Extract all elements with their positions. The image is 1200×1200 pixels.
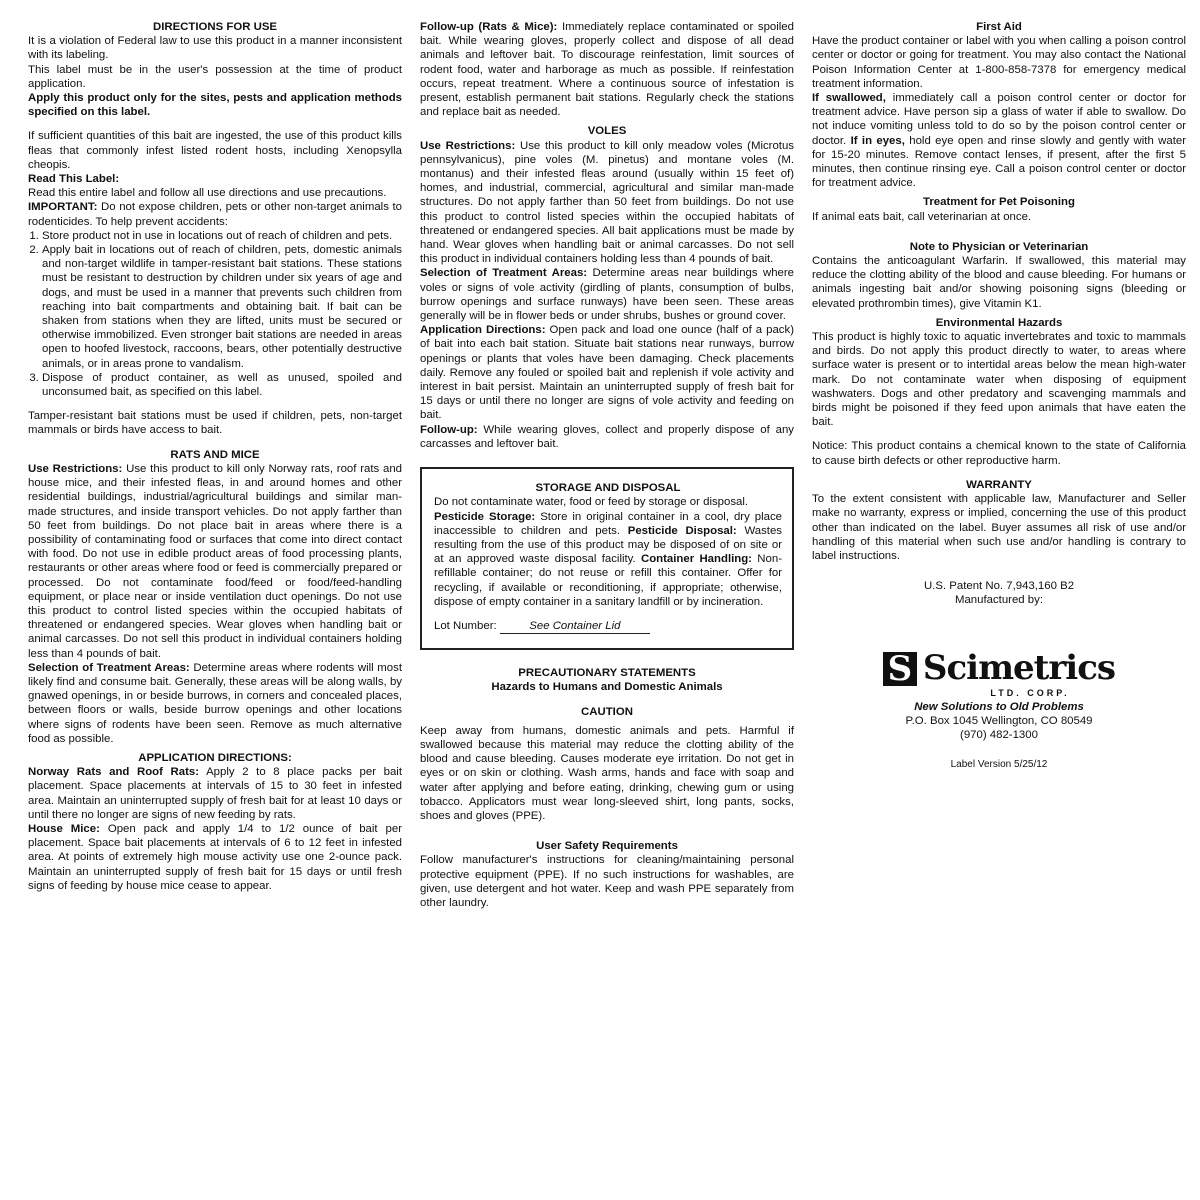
directions-heading: DIRECTIONS FOR USE bbox=[152, 21, 278, 33]
company-address: P.O. Box 1045 Wellington, CO 80549 bbox=[905, 714, 1093, 727]
tamper-resistant-text: Tamper-resistant bait stations must be used if children, pets, non-target mammals or birds have access to bait. bbox=[28, 410, 402, 437]
warranty-text: To the extent consistent with applicable law, Manufacturer and Seller make no warranty, express or implied, concerning the use of this product other than indicated on the label. Buyer assumes all risk of use and/or handling of this material when such use and/or handling is contrary to label instructions. bbox=[812, 493, 1186, 562]
voles-followup bbox=[420, 423, 794, 451]
followup-body: Immediately replace contaminated or spoiled bait. While wearing gloves, properly collect and dispose of all dead animals and leftover bait. To discourage reinfestation, limit sources of rodent food, water and harborage as much as possible. If reinfestation occurs, repeat treatment. Where a continuous source of infestation is present, establish permanent bait stations. Regularly check the stations and replace bait as needed. bbox=[420, 21, 794, 119]
selection-body: Determine areas where rodents will most likely find and consume bait. Generally, these areas will be along walls, by gnawed openings, in or beside burrows, in corners and concealed places, between floors or walls, beside burrow openings and other locations where signs of rodents have been seen. Remove as much alternative food as possible. bbox=[28, 661, 402, 745]
first-aid-details bbox=[812, 91, 1186, 190]
storage-heading: STORAGE AND DISPOSAL bbox=[535, 482, 681, 495]
norway-rats-text bbox=[28, 765, 402, 822]
rats-selection-areas bbox=[28, 661, 402, 746]
label-version: Label Version 5/25/12 bbox=[950, 759, 1048, 771]
scimetrics-logo bbox=[812, 648, 1186, 700]
followup-label: Follow-up: bbox=[420, 423, 478, 436]
manufactured-by: Manufactured by: bbox=[954, 594, 1043, 607]
list-item: 2. Apply bait in locations out of reach of children, pets, domestic animals and non-target wildlife in tamper-resistant bait stations. These stations must be resistant to destruction by children under six years of age and dogs, and must be used in a manner that prevents such children from reaching into bait compartments and obtaining bait. If bait can be shaken from stations when they are lifted, units must be secured or otherwise immobilized. Even stronger bait stations are needed in areas open to hoofed livestock, raccoons, bears, other potentially destructive animals, or in areas prone to vandalism. bbox=[42, 243, 402, 371]
application-label: Application Directions: bbox=[420, 324, 546, 337]
selection-label: Selection of Treatment Areas: bbox=[28, 661, 190, 674]
environmental-hazards-heading: Environmental Hazards bbox=[935, 316, 1063, 329]
read-label-heading: Read This Label: bbox=[28, 173, 120, 186]
label-possession-text: This label must be in the user's possession at the time of product application. bbox=[28, 63, 402, 90]
important-body: Do not expose children, pets or other non-target animals to rodenticides. To help prevent accidents: bbox=[28, 201, 402, 228]
if-in-eyes-body: hold eye open and rinse slowly and gently with water for 15-20 minutes. Remove contact lenses, if present, after the first 5 minutes, then continue rinsing eye. Call a poison control center or doctor for treatment advice. bbox=[812, 134, 1186, 190]
physician-note-heading: Note to Physician or Veterinarian bbox=[909, 240, 1089, 253]
apply-only-text: Apply this product only for the sites, pests and application methods specified on this label. bbox=[28, 92, 402, 119]
selection-label: Selection of Treatment Areas: bbox=[420, 267, 588, 280]
lot-number bbox=[434, 619, 782, 634]
container-handling-label: Container Handling: bbox=[641, 553, 752, 566]
pet-poisoning-text: If animal eats bait, call veterinarian at once. bbox=[812, 210, 1032, 223]
logo-corp: LTD. CORP. bbox=[990, 687, 1070, 698]
use-restrictions-label: Use Restrictions: bbox=[420, 139, 516, 152]
logo-row bbox=[883, 648, 1116, 689]
pesticide-storage-body: Store in original container in a cool, dry place inaccessible to children and pets. bbox=[434, 510, 782, 537]
pesticide-disposal-label: Pesticide Disposal: bbox=[627, 524, 737, 537]
selection-body: Determine areas near buildings where voles or signs of vole activity (girdling of plants, consumption of bulbs, burrow openings and surface runways) have been seen. These areas generally will be in flower beds or under shrubs, bushes or ground cover. bbox=[420, 267, 795, 323]
caution-heading: CAUTION bbox=[581, 705, 633, 718]
application-directions-heading: APPLICATION DIRECTIONS: bbox=[138, 751, 292, 764]
important-text bbox=[28, 200, 402, 228]
pesticide-storage-label: Pesticide Storage: bbox=[434, 510, 536, 523]
physician-note-text: Contains the anticoagulant Warfarin. If swallowed, this material may reduce the clotting ability of the blood and cause bleeding. For humans or animals ingesting bait and/or showing poisoning signs (bleeding or elevated prothrombin times), give Vitamin K1. bbox=[812, 255, 1186, 310]
pesticide-disposal-body: Wastes resulting from the use of this product may be disposed of on site or at an approved waste disposal facility. bbox=[434, 524, 783, 566]
flea-text: If sufficient quantities of this bait are ingested, the use of this product kills fleas that commonly infest listed rodent hosts, including Xenopsylla cheopis. bbox=[28, 130, 402, 171]
company-phone: (970) 482-1300 bbox=[960, 729, 1038, 742]
storage-disposal-box bbox=[420, 467, 794, 650]
first-aid-intro: Have the product container or label with you when calling a poison control center or doctor or going for treatment. You may also contact the National Poison Information Center at 1-800-858-7378 for emergency medical treatment information. bbox=[812, 35, 1186, 90]
house-mice-text bbox=[28, 822, 402, 893]
norway-label: Norway Rats and Roof Rats: bbox=[28, 766, 200, 779]
california-notice: Notice: This product contains a chemical known to the state of California to cause birth defects or other reproductive harm. bbox=[812, 440, 1186, 467]
followup-body: While wearing gloves, collect and properly dispose of any carcasses and leftover bait. bbox=[420, 423, 794, 450]
followup-label: Follow-up (Rats & Mice): bbox=[420, 21, 558, 33]
lot-label: Lot Number: bbox=[434, 619, 497, 632]
house-mice-body: Open pack and apply 1/4 to 1/2 ounce of bait per placement. Space bait placements at intervals of 6 to 12 feet in infested area. At points of extremely high mouse activity use one 2-ounce pack. Maintain an uninterrupted supply of fresh bait for 15 days or until fresh signs of feeding by house mice cease to appear. bbox=[28, 822, 402, 892]
use-restrictions-body: Use this product to kill only meadow voles (Microtus pennsylvanicus), pine voles (M. pinetus) and montane voles (M. montanus) and their infested fleas around (usually within 15 feet of) homes, and industrial, commercial, agricultural and similar man-made structures. Do not apply farther than 50 feet from buildings. Do not use this product to control listed species within the occupied habitats of threatened or endangered species. All bait applications must be made by hand. Wear gloves when handling bait or animal carcasses. Do not sell this product in individual containers holding less than 4 pounds of bait. bbox=[420, 139, 795, 266]
if-swallowed-body: immediately call a poison control center or doctor for treatment advice. Have person sip a glass of water if able to swallow. Do not induce vomiting unless told to do so by the poison control center or doctor. bbox=[812, 92, 1186, 147]
lot-value: See Container Lid bbox=[500, 619, 650, 634]
application-body: Open pack and load one ounce (half of a pack) of bait into each bait station. Situate bait stations near runways, burrow openings or plants that voles have been damaging. Check placements daily. Remove any fouled or spoiled bait and replenish if vole activity and interest in bait persist. Maintain an uninterrupted supply of fresh bait for 15 days or until there no longer are signs of vole activity and feeding on bait. bbox=[420, 324, 794, 422]
user-safety-heading: User Safety Requirements bbox=[536, 840, 678, 853]
use-restrictions-body: Use this product to kill only Norway rats, roof rats and house mice, and their infested fleas, in and around homes and other residential buildings, industrial/agricultural buildings and similar man-made structures, and inside transport vehicles. Do not apply farther than 50 feet from buildings. Do not place bait in areas where there is a possibility of contaminating food or surfaces that come into direct contact with food. Do not use in edible product areas of food processing plants, restaurants or other areas where food or feed is commercially prepared or processed. Do not contaminate food/feed or food/feed-handling equipment, or place near or inside ventilation duct openings. Do not use this product to control listed species within the occupied habitats of threatened or endangered species. Wear gloves when handling bait or animal carcasses. Do not sell this product in individual containers holding less than 4 pounds of bait. bbox=[28, 462, 402, 660]
voles-selection-areas bbox=[420, 266, 794, 323]
rats-mice-heading: RATS AND MICE bbox=[170, 448, 260, 461]
logo-name: Scimetrics bbox=[922, 648, 1116, 689]
environmental-hazards-text: This product is highly toxic to aquatic invertebrates and toxic to mammals and birds. Do not apply this product directly to water, to areas where surface water is present or to intertidal areas below the mean high-water mark. Do not contaminate water when disposing of equipment washwaters. Dogs and other predatory and scavenging mammals and birds might be poisoned if they feed upon animals that have eaten the bait. bbox=[812, 331, 1186, 429]
list-item: 1. Store product not in use in locations out of reach of children and pets. bbox=[42, 229, 402, 243]
read-label-text: Read this entire label and follow all use directions and use precautions. bbox=[28, 187, 387, 200]
voles-application-directions bbox=[420, 323, 794, 422]
if-swallowed-label: If swallowed, bbox=[812, 92, 886, 105]
column-middle bbox=[420, 20, 794, 910]
voles-use-restrictions bbox=[420, 139, 794, 267]
caution-text: Keep away from humans, domestic animals and pets. Harmful if swallowed because this material may reduce the clotting ability of the blood and cause bleeding. Causes moderate eye irritation. Do not get in eyes or on skin or clothing. Wash arms, hands and face with soap and water after applying and before eating, drinking, chewing gum or using tobacco. Applicators must wear long-sleeved shirt, long pants, socks, shoes and gloves (PPE). bbox=[420, 724, 794, 822]
rats-use-restrictions bbox=[28, 462, 402, 661]
followup-rats-text bbox=[420, 20, 794, 119]
use-restrictions-label: Use Restrictions: bbox=[28, 462, 123, 475]
container-handling-body: Non-refillable container; do not reuse or refill this container. Offer for recycling, if available or reconditioning, if appropriate; otherwise, dispose of empty container in a sanitary landfill or by incineration. bbox=[434, 553, 782, 608]
voles-heading: VOLES bbox=[587, 125, 627, 138]
user-safety-text: Follow manufacturer's instructions for cleaning/maintaining personal protective equipment (PPE). If no such instructions for washables, are given, use detergent and hot water. Keep and wash PPE separately from other laundry. bbox=[420, 854, 794, 909]
federal-law-text: It is a violation of Federal law to use this product in a manner inconsistent with its labeling. bbox=[28, 35, 402, 62]
list-item: 3. Dispose of product container, as well as unused, spoiled and unconsumed bait, as specified on this label. bbox=[42, 371, 402, 399]
if-in-eyes-label: If in eyes, bbox=[850, 134, 905, 147]
first-aid-heading: First Aid bbox=[976, 21, 1022, 33]
column-right bbox=[812, 20, 1186, 773]
precaution-list bbox=[28, 229, 402, 399]
storage-details bbox=[434, 510, 782, 609]
house-mice-label: House Mice: bbox=[28, 822, 100, 835]
logo-mark-icon: S bbox=[883, 652, 917, 686]
important-label: IMPORTANT: bbox=[28, 201, 98, 214]
hazards-heading: Hazards to Humans and Domestic Animals bbox=[491, 681, 723, 694]
storage-intro: Do not contaminate water, food or feed by storage or disposal. bbox=[434, 496, 749, 509]
company-slogan: New Solutions to Old Problems bbox=[914, 700, 1084, 713]
patent-number: U.S. Patent No. 7,943,160 B2 bbox=[923, 580, 1075, 593]
norway-body: Apply 2 to 8 place packs per bait placement. Space placements at intervals of 15 to 30 feet in infested area. Maintain an uninterrupted supply of fresh bait for at least 10 days or until there no longer are signs of new feeding by rats. bbox=[28, 766, 402, 821]
pet-poisoning-heading: Treatment for Pet Poisoning bbox=[923, 196, 1075, 209]
precautionary-heading: PRECAUTIONARY STATEMENTS bbox=[518, 667, 696, 680]
warranty-heading: WARRANTY bbox=[966, 478, 1032, 491]
column-left bbox=[28, 20, 402, 893]
